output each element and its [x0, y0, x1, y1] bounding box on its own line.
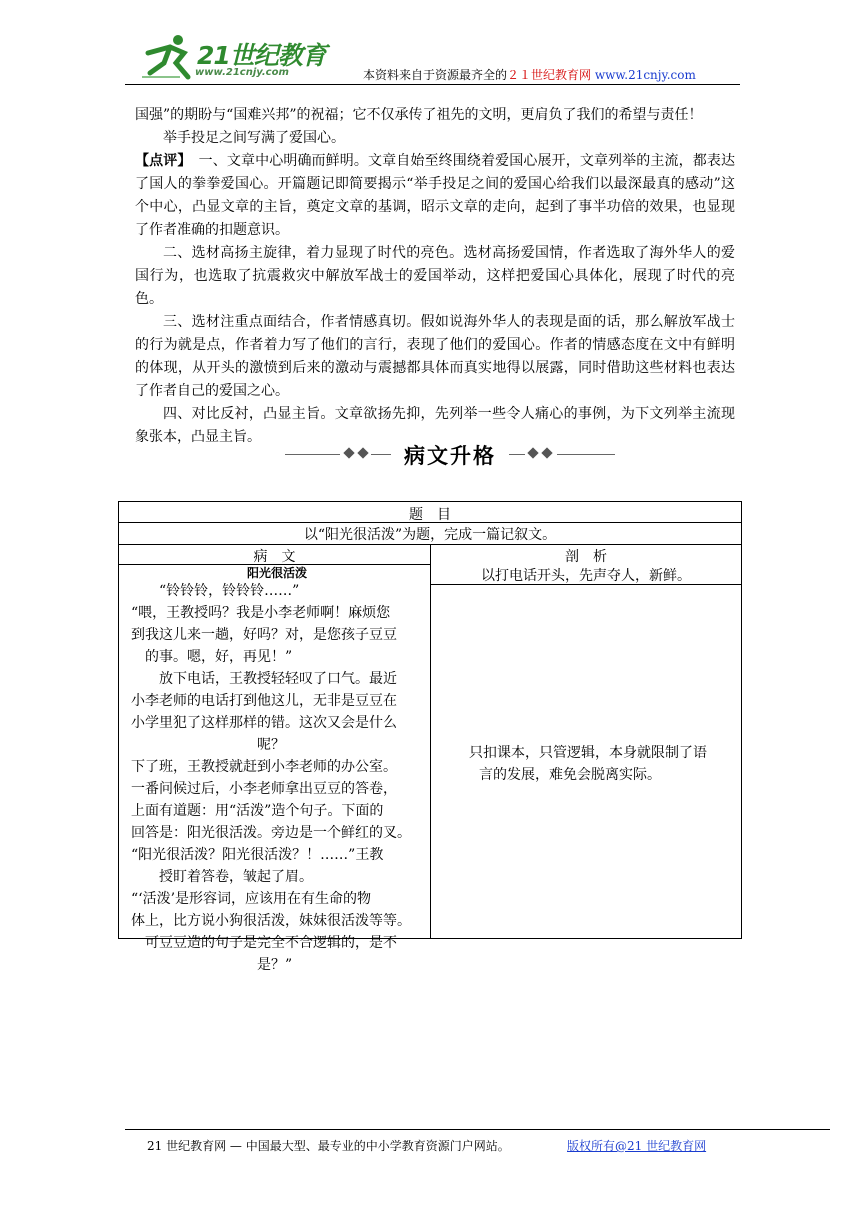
comment-point-4: 四、对比反衬，凸显主旨。文章欲扬先抑，先列举一些令人痛心的事例，为下文列举主流现象张本，凸显主旨。 [135, 406, 735, 445]
diamond-icon [343, 447, 354, 458]
table-row-divider [119, 522, 741, 523]
essay-line: 是？” [257, 957, 293, 973]
footer-text: 21 世纪教育网 — 中国最大型、最专业的中小学教育资源门户网站。 [147, 1139, 510, 1153]
comment-point-2: 二、选材高扬主旋律，着力显现了时代的亮色。选材高扬爱国情，作者选取了海外华人的爱国行为，也选取了抗震救灾中解放军战士的爱国举动，这样把爱国心具体化，展现了时代的亮色。 [135, 245, 735, 307]
table-row-divider [431, 584, 741, 585]
essay-line: 授盯着答卷，皱起了眉。 [159, 869, 313, 885]
essay-line: 小李老师的电话打到他这儿，无非是豆豆在 [131, 693, 397, 709]
analysis-2 [469, 742, 739, 786]
essay-title: 阳光很活泼 [246, 566, 307, 580]
comment-point-3: 三、选材注重点面结合，作者情感真切。假如说海外华人的表现是面的话，那么解放军战士的行为就是点，作者着力写了他们的言行，表现了他们的爱国心。作者的情感态度在文中有鲜明的体现，从开头的激愤到后来的激动与震撼都具体而真实地得以展露，同时借助这些材料也表达了作者自己的爱国之心。 [135, 314, 735, 399]
paragraph-2: 举手投足之间写满了爱国心。 [163, 130, 345, 146]
essay-line: 放下电话，王教授轻轻叹了口气。最近 [159, 671, 397, 687]
footer-divider [125, 1129, 830, 1130]
logo-url: www.21cnjy.com [195, 67, 289, 78]
essay-line: 的事。嗯，好，再见！” [145, 649, 293, 665]
essay-line: 上面有道题：用“活泼”造个句子。下面的 [131, 803, 384, 819]
logo-brand: 21世纪教育 [197, 41, 326, 70]
table-header: 题 目 [409, 507, 451, 523]
page-header [135, 28, 735, 84]
essay-line: 到我这儿来一趟，好吗？对，是您孩子豆豆 [131, 627, 397, 643]
diamond-icon [357, 447, 368, 458]
essay-line: “阳光很活泼？阳光很活泼？！……”王教 [131, 847, 384, 863]
essay-line: “铃铃铃，铃铃铃……” [159, 583, 300, 599]
essay-line: 下了班，王教授就赶到小李老师的办公室。 [131, 759, 397, 775]
header-divider [125, 84, 740, 85]
table-prompt: 以“阳光很活泼”为题，完成一篇记叙文。 [303, 527, 557, 543]
essay-line: “‘活泼’是形容词，应该用在有生命的物 [131, 891, 372, 907]
column-header-essay: 病 文 [253, 549, 296, 565]
essay-line: “喂，王教授吗？我是小李老师啊！麻烦您 [131, 605, 391, 621]
heading-rule-left [285, 454, 340, 455]
diamond-icon [541, 447, 552, 458]
section-title: 病文升格 [404, 444, 496, 468]
essay-line: 可豆豆造的句子是完全不合逻辑的，是不 [145, 935, 397, 951]
essay-table [118, 501, 742, 973]
essay-line: 一番问候过后，小李老师拿出豆豆的答卷， [131, 781, 397, 797]
analysis-1: 以打电话开头，先声夺人，新鲜。 [481, 568, 691, 584]
section-heading [285, 440, 615, 468]
header-note [363, 66, 696, 83]
paragraph-1: 国强”的期盼与“国难兴邦”的祝福；它不仅承传了祖先的文明，更肩负了我们的希望与责任！ [135, 107, 703, 123]
article-body [135, 104, 735, 449]
analysis-2-line: 只扣课本，只管逻辑，本身就限制了语 [469, 745, 707, 761]
heading-rule-left-short [371, 454, 391, 455]
site-logo[interactable] [135, 28, 335, 84]
essay-line: 小学里犯了这样那样的错。这次又会是什么 [131, 715, 397, 731]
header-url-link[interactable]: www.21cnjy.com [594, 68, 696, 82]
comment-label: 【点评】 [135, 153, 185, 169]
heading-rule-right-short [509, 454, 525, 455]
essay-line: 回答是：阳光很活泼。旁边是一个鲜红的叉。 [131, 825, 411, 841]
column-header-analysis: 剖 析 [565, 549, 607, 565]
header-site-link[interactable]: ２１世纪教育网 [507, 68, 592, 82]
runner-logo-icon [140, 33, 200, 81]
page-footer [147, 1137, 707, 1154]
essay-text [131, 566, 423, 976]
header-note-prefix: 本资料来自于资源最齐全的 [363, 68, 508, 82]
analysis-2-line: 言的发展，难免会脱离实际。 [479, 767, 661, 783]
copyright-link[interactable]: 版权所有@21 世纪教育网 [567, 1139, 707, 1153]
essay-line: 呢？ [257, 737, 285, 753]
comment-paragraph [135, 150, 735, 242]
table-row-divider [119, 564, 430, 565]
comment-point-1: 一、文章中心明确而鲜明。文章自始至终围绕着爱国心展开，文章列举的主流，都表达了国人的拳拳爱国心。开篇题记即简要揭示“举手投足之间的爱国心给我们以最深最真的感动”这个中心，凸显文章的主旨，奠定文章的基调，昭示文章的走向，起到了事半功倍的效果，也显现了作者准确的扣题意识。 [135, 153, 736, 238]
diamond-icon [527, 447, 538, 458]
table-column-divider [430, 544, 431, 939]
essay-line: 体上，比方说小狗很活泼，妹妹很活泼等等。 [131, 913, 411, 929]
heading-rule-right [557, 454, 615, 455]
